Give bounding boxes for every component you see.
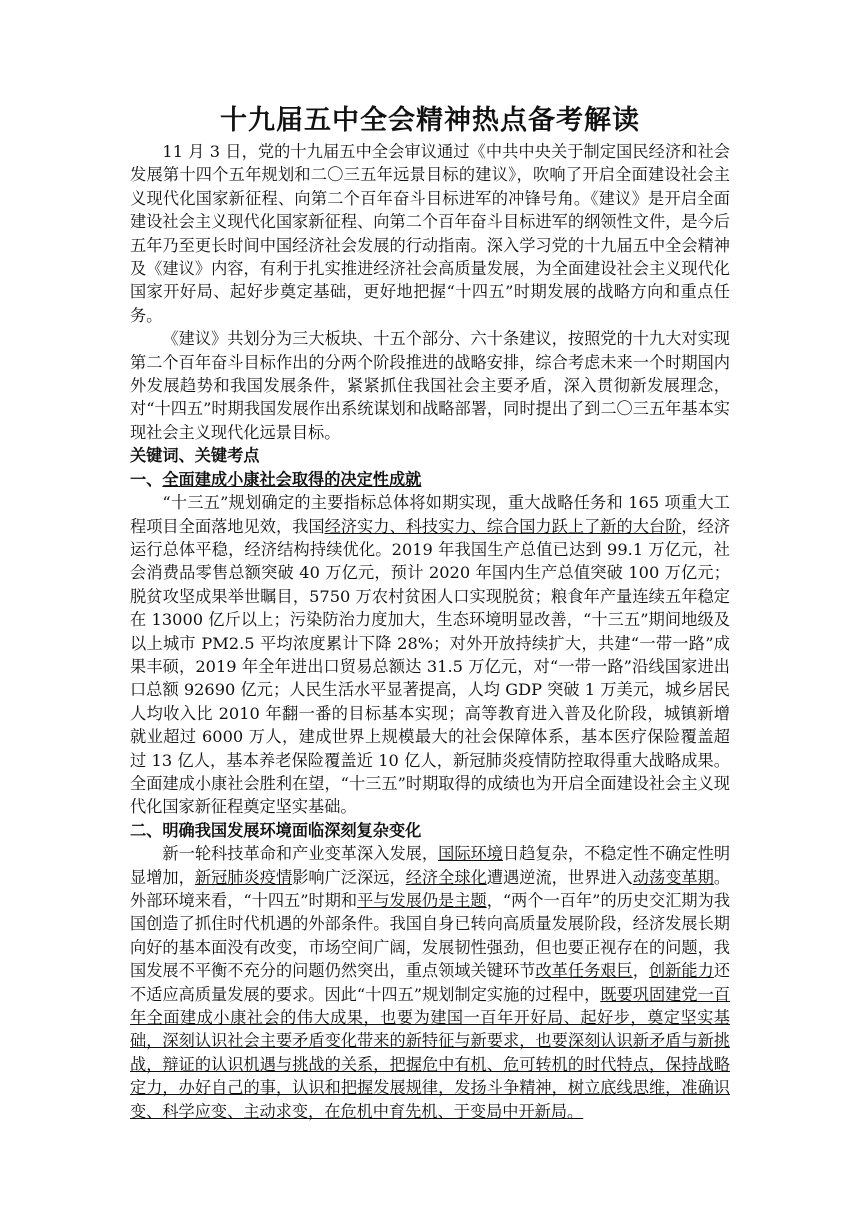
section-2-underline-7: 创新能力 — [648, 961, 714, 981]
section-2-text-4: 遭遇逆流，世界进入 — [486, 867, 633, 887]
section-2-underline-8: 既要巩固建党一百年全面建成小康社会的伟大成果，也要为建国一百年开好局、起好步，奠定坚实基础，深刻认识社会主要矛盾变化带来的新特征与新要求，也要深刻认识新矛盾与新挑战，辩证的认识机遇与挑战的关系，把握危中有机、危可转机的时代特点，保持战略定力，办好自己的事，认识和把握发展规律，发扬斗争精神，树立底线思维，准确识变、科学应变、主动求变，在危机中育先机、于变局中开新局。 — [130, 984, 730, 1121]
section-2-underline-1: 国际环境 — [438, 844, 503, 864]
section-1-title: 全面建成小康社会取得的决定性成就 — [162, 469, 422, 489]
keywords-heading: 关键词、关键考点 — [130, 446, 260, 466]
section-2-paragraph — [130, 842, 730, 1123]
section-1-paragraph — [130, 491, 730, 819]
section-2-text-5: 。外部环境来看，“十四五”时期和 — [130, 867, 731, 910]
section-2-underline-5: 平与发展仍是主题 — [357, 891, 487, 910]
section-2-text-7: ， — [632, 961, 649, 981]
document-page — [130, 104, 730, 1123]
section-2-underline-4: 动荡变革期 — [632, 867, 714, 887]
section-2-text-6: ，“两个一百年”的历史交汇期为我国创造了抓住时代机遇的外部条件。我国自身已转向高质量发展阶段，经济发展长期向好的基本面没有改变，市场空间广阔，发展韧性强劲，但也要正视存在的问题，我国发展不平衡不充分的问题仍然突出，重点领域关键环节 — [130, 891, 731, 981]
section-1-heading — [130, 468, 730, 491]
section-2-text-1: 新一轮科技革命和产业变革深入发展， — [162, 844, 439, 864]
section-2-text-8: 还不适应高质量发展的要求。因此“十四五”规划制定实施的过程中， — [130, 961, 731, 1004]
section-2-underline-6: 改革任务艰巨 — [535, 961, 633, 981]
section-2-underline-3: 经济全球化 — [405, 867, 487, 887]
section-1-underline-1: 经济实力、科技实力、综合国力跃上了新的大台阶 — [324, 516, 682, 536]
section-1-text-2: ，经济运行总体平稳，经济结构持续优化。2019 年我国生产总值已达到 99.1 万亿元，社会消费品零售总额突破 40 万亿元，预计 2020 年国内生产总值突破 100 万亿元；脱贫攻坚成果举世瞩目，5750 万农村贫困人口实现脱贫；粮食年产量连续五年稳定在 13000 亿斤以上；污染防治力度加大，生态环境明显改善，“十三五”期间地级及以上城市 PM2.5 平均浓度累计下降 28%；对外开放持续扩大，共建“一带一路”成果丰硕，2019 年全年进出口贸易总额达 31.5 万亿元，对“一带一路”沿线国家进出口总额 92690 亿元；人民生活水平显著提高，人均 GDP 突破 1 万美元，城乡居民人均收入比 2010 年翻一番的目标基本实现；高等教育进入普及化阶段，城镇新增就业超过 6000 万人，建成世界上规模最大的社会保障体系，基本医疗保险覆盖超过 13 亿人，基本养老保险覆盖近 10 亿人，新冠肺炎疫情防控取得重大战略成果。全面建成小康社会胜利在望，“十三五”时期取得的成绩也为开启全面建设社会主义现代化国家新征程奠定坚实基础。 — [130, 516, 731, 817]
document-title: 十九届五中全会精神热点备考解读 — [220, 105, 640, 136]
section-1-text-1: “十三五”规划确定的主要指标总体将如期实现，重大战略任务和 165 项重大工程项目全面落地见效，我国 — [130, 493, 730, 536]
intro-paragraph-1: 11 月 3 日，党的十九届五中全会审议通过《中共中央关于制定国民经济和社会发展第十四个五年规划和二〇三五年远景目标的建议》，吹响了开启全面建设社会主义现代化国家新征程、向第二个百年奋斗目标进军的冲锋号角。《建议》是开启全面建设社会主义现代化国家新征程、向第二个百年奋斗目标进军的纲领性文件，是今后五年乃至更长时间中国经济社会发展的行动指南。深入学习党的十九届五中全会精神及《建议》内容，有利于扎实推进经济社会高质量发展，为全面建设社会主义现代化国家开好局、起好步奠定基础，更好地把握“十四五”时期发展的战略方向和重点任务。 — [130, 142, 730, 325]
section-2-heading: 二、明确我国发展环境面临深刻复杂变化 — [130, 820, 422, 840]
section-2-underline-2: 新冠肺炎疫情 — [194, 867, 293, 887]
intro-paragraph-2: 《建议》共划分为三大板块、十五个部分、六十条建议，按照党的十九大对实现第二个百年奋斗目标作出的分两个阶段推进的战略安排，综合考虑未来一个时期国内外发展趋势和我国发展条件，紧紧抓住我国社会主要矛盾，深入贯彻新发展理念，对“十四五”时期我国发展作出系统谋划和战略部署，同时提出了到二〇三五年基本实现社会主义现代化远景目标。 — [130, 329, 730, 442]
section-1-number: 一、 — [130, 469, 163, 489]
section-2-text-2: 日趋复杂，不稳定性不确定性明显增加， — [130, 844, 731, 887]
section-2-text-3: 影响广泛深远， — [292, 867, 406, 887]
